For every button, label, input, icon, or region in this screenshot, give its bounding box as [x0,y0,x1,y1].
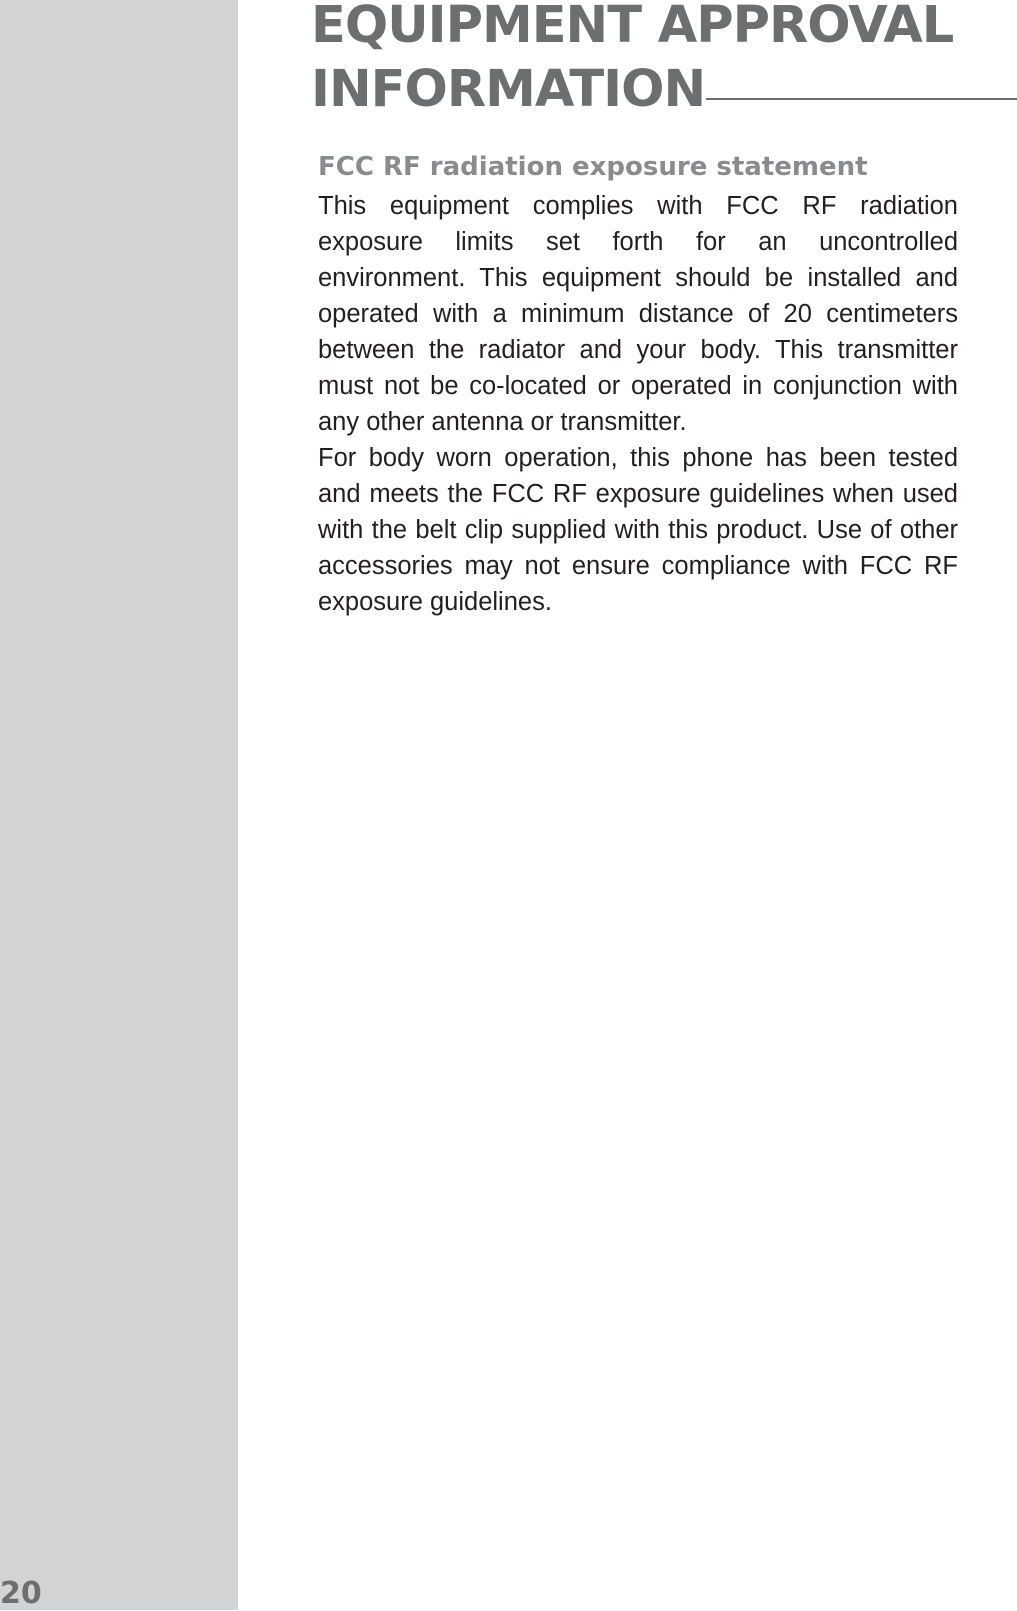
section-heading: FCC RF radiation exposure statement [318,152,868,182]
page-title-line-1: EQUIPMENT APPROVAL [311,0,954,55]
page-title [311,0,953,122]
main-content [318,150,958,620]
body-paragraph-1: This equipment complies with FCC RF radiation exposure limits set forth for an uncontrolled environment. This equipment should be installed and operated with a minimum distance of 20 centimeters between the radiator and your body. This transmitter must not be co-located or operated in conjunction with any other antenna or transmitter. [318,192,958,436]
page-title-line-2: INFORMATION [311,60,706,119]
page-number: 20 [0,1576,42,1611]
page-sidebar [0,0,238,1610]
body-paragraph-2: For body worn operation, this phone has been tested and meets the FCC RF exposure guidelines when used with the belt clip supplied with this product. Use of other accessories may not ensure compliance with FCC RF exposure guidelines. [318,444,958,616]
title-rule-divider [706,98,1017,100]
